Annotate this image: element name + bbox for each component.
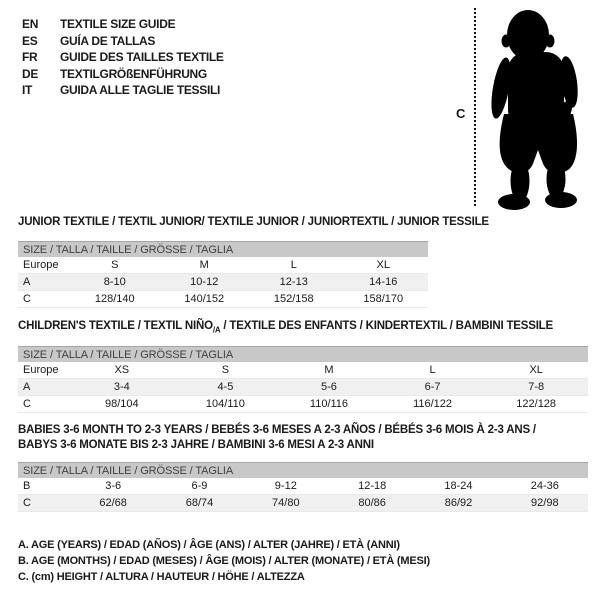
table-cell: 6-7: [424, 381, 441, 393]
table-cell: 9-12: [274, 480, 297, 492]
table-cell: M: [199, 259, 209, 271]
language-code: IT: [22, 83, 33, 98]
table-row: [18, 396, 588, 413]
language-title: TEXTILE SIZE GUIDE: [60, 17, 176, 31]
table-cell: 12-18: [358, 480, 387, 492]
table-cell: 24-36: [530, 480, 559, 492]
table-cell: XL: [529, 364, 543, 376]
table-cell: 86/92: [444, 497, 473, 509]
table-cell: S: [221, 364, 230, 376]
language-title: GUÍA DE TALLAS: [60, 33, 156, 48]
table-cell: 18-24: [444, 480, 473, 492]
language-title: TEXTILGRÖßENFÜHRUNG: [60, 66, 207, 81]
section-title-babies: [18, 423, 578, 453]
table-cell: 110/116: [309, 398, 349, 410]
language-row: [22, 66, 224, 83]
footnote-a: A. AGE (YEARS) / EDAD (AÑOS) / ÂGE (ANS) / ALTER (JAHRE) / ETÀ (ANNI): [18, 539, 400, 551]
language-title: GUIDE DES TAILLES TEXTILE: [60, 50, 224, 65]
table-cell: 68/74: [185, 497, 214, 509]
table-cell: M: [324, 364, 334, 376]
table-cell: 80/86: [358, 497, 386, 509]
table-row: [18, 495, 588, 512]
row-label: A: [23, 276, 31, 288]
table-cell: 6-9: [191, 480, 208, 492]
size-header-bar: SIZE / TALLA / TAILLE / GRÖSSE / TAGLIA: [18, 241, 428, 257]
table-cell: 158/170: [363, 293, 404, 305]
footnote-b: B. AGE (MONTHS) / EDAD (MESES) / ÂGE (MOIS) / ALTER (MONATE) / ETÀ (MESI): [18, 555, 430, 567]
table-cell: S: [111, 259, 119, 271]
section-title-junior: JUNIOR TEXTILE / TEXTIL JUNIOR/ TEXTILE JUNIOR / JUNIORTEXTIL / JUNIOR TESSILE: [18, 216, 489, 228]
footnote-c: C. (cm) HEIGHT / ALTURA / HAUTEUR / HÖHE / ALTEZZA: [18, 571, 305, 583]
section-title-children: [18, 320, 553, 334]
section-title-subscript: /A: [212, 325, 221, 335]
table-row: [18, 274, 428, 291]
table-cell: 92/98: [531, 497, 559, 509]
table-cell: 7-8: [528, 381, 545, 393]
row-label: C: [23, 398, 31, 410]
table-cell: 104/110: [205, 398, 245, 410]
babies-size-table: [18, 462, 588, 512]
footnotes: [18, 537, 430, 585]
table-row: [18, 257, 428, 274]
row-label: Europe: [23, 364, 59, 376]
row-label: Europe: [23, 259, 59, 271]
section-title-line1: BABIES 3-6 MONTH TO 2-3 YEARS / BEBÉS 3-6 MESES A 2-3 AÑOS / BÉBÉS 3-6 MOIS À 2-3 ANS /: [18, 424, 536, 436]
table-cell: L: [429, 364, 436, 376]
table-cell: XL: [376, 259, 390, 271]
language-code: DE: [22, 66, 39, 81]
table-cell: 5-6: [321, 381, 337, 393]
table-cell: XS: [114, 364, 130, 376]
table-cell: 10-12: [190, 276, 219, 288]
section-title-text: / TEXTILE DES ENFANTS / KINDERTEXTIL / BAMBINI TESSILE: [220, 320, 553, 332]
language-row: [22, 16, 224, 33]
language-code: ES: [22, 33, 38, 48]
table-cell: 74/80: [272, 497, 300, 509]
table-row: [18, 379, 588, 396]
junior-size-table: [18, 241, 428, 308]
table-cell: 8-10: [103, 276, 126, 288]
table-cell: 122/128: [516, 398, 557, 410]
language-list: [22, 16, 224, 99]
table-cell: 3-4: [113, 381, 130, 393]
table-row: [18, 478, 588, 495]
size-header-bar: SIZE / TALLA / TAILLE / GRÖSSE / TAGLIA: [18, 346, 588, 362]
table-cell: 12-13: [279, 276, 308, 288]
section-title-line2: BABYS 3-6 MONATE BIS 2-3 JAHRE / BAMBINI 3-6 MESI A 2-3 ANNI: [18, 439, 374, 451]
row-label: C: [23, 293, 31, 305]
language-row: [22, 82, 224, 99]
table-cell: 62/68: [99, 497, 127, 509]
table-cell: 116/122: [413, 398, 453, 410]
table-row: [18, 362, 588, 379]
table-cell: 4-5: [217, 381, 234, 393]
table-cell: 14-16: [369, 276, 398, 288]
language-title: GUIDA ALLE TAGLIE TESSILI: [60, 83, 221, 98]
language-row: [22, 33, 224, 50]
children-size-table: [18, 346, 588, 413]
section-title-text: CHILDREN'S TEXTILE / TEXTIL NIÑO: [18, 320, 213, 332]
table-cell: L: [290, 259, 297, 271]
row-label: C: [23, 497, 31, 509]
table-cell: 3-6: [105, 480, 122, 492]
size-header-bar: SIZE / TALLA / TAILLE / GRÖSSE / TAGLIA: [18, 462, 588, 478]
table-cell: 98/104: [104, 398, 139, 410]
row-label: A: [23, 381, 31, 393]
language-code: EN: [22, 17, 39, 31]
table-cell: 128/140: [94, 293, 135, 305]
language-row: [22, 49, 224, 66]
table-cell: 140/152: [184, 293, 225, 305]
table-cell: 152/158: [273, 293, 314, 305]
baby-silhouette-icon: [484, 4, 596, 214]
height-measure-line: [474, 8, 476, 206]
language-code: FR: [22, 50, 38, 65]
row-label: B: [23, 480, 31, 492]
table-row: [18, 291, 428, 308]
height-measure-label: C: [456, 106, 466, 121]
